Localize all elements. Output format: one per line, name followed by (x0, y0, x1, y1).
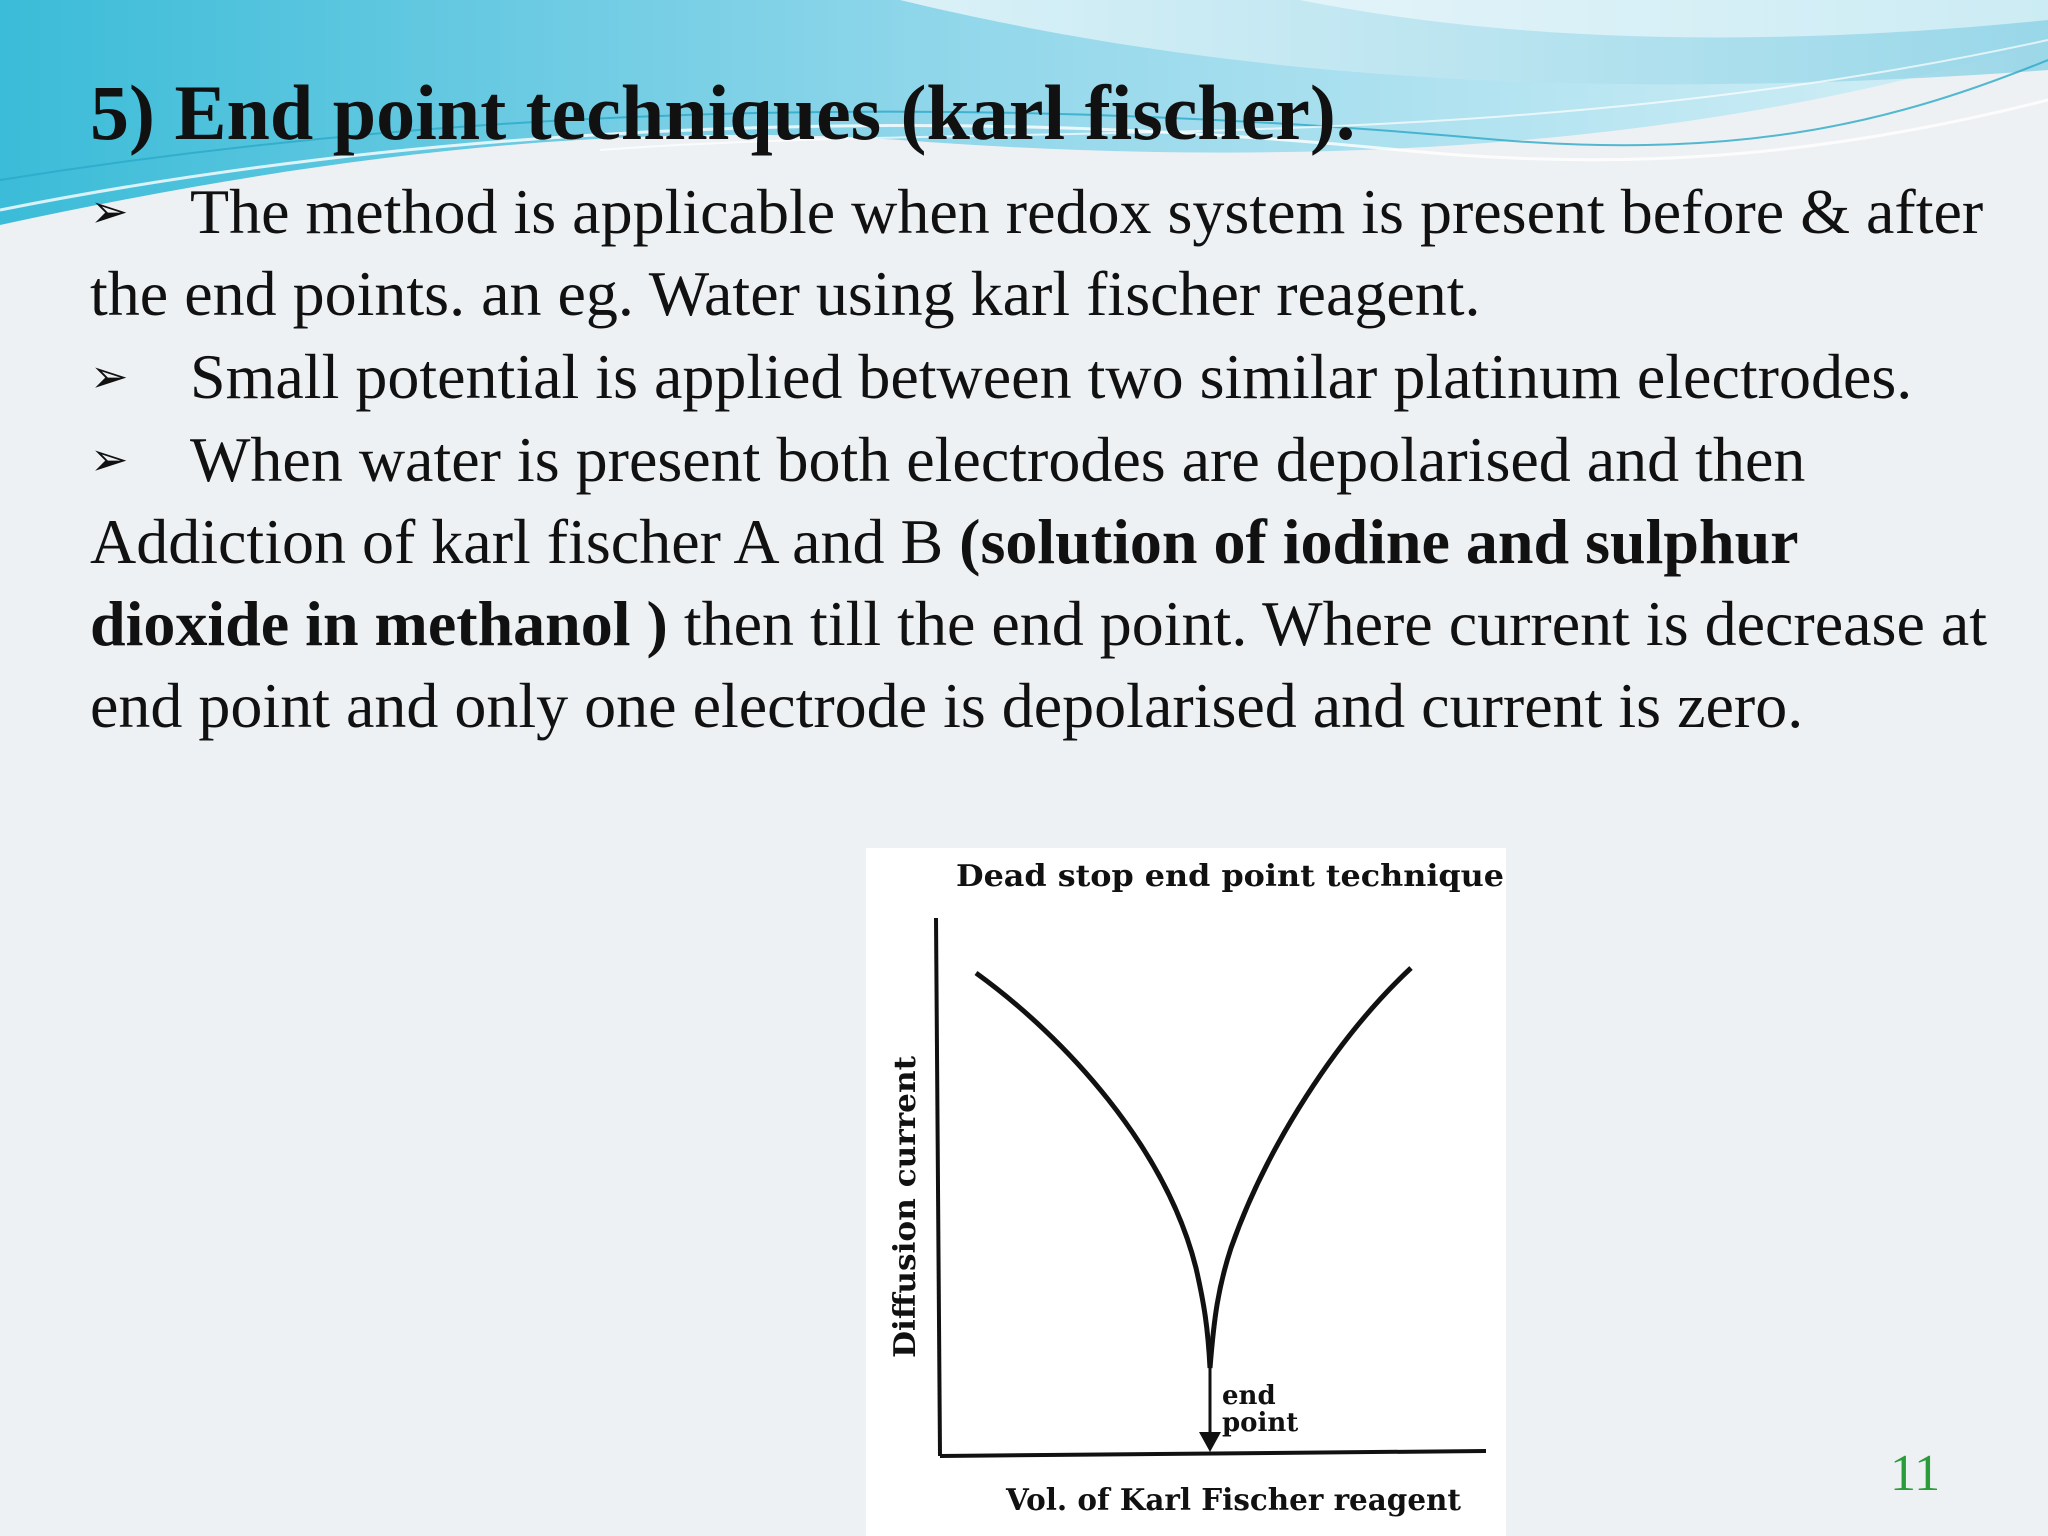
bullet-paragraph-2 (90, 335, 1990, 418)
bullet-paragraph-1 (90, 170, 1990, 335)
curve-right-ascending (1210, 968, 1411, 1368)
arrow-bullet-icon: ➢ (90, 432, 129, 486)
figure-title: Dead stop end point technique (956, 859, 1504, 894)
page-number: 11 (1890, 1445, 1941, 1502)
slide-title: 5) End point techniques (karl fischer). (90, 69, 1356, 156)
end-point-label-line2: point (1222, 1408, 1299, 1438)
paragraph-3-text-c: then till the end point. Where current is decrease at end point and only one electrode is depolarised and current is zero. (90, 588, 1988, 741)
arrow-bullet-icon: ➢ (90, 184, 129, 238)
end-point-label-line1: end (1222, 1381, 1276, 1411)
x-axis-line (940, 1451, 1486, 1456)
y-axis-line (936, 918, 940, 1456)
dead-stop-graph (866, 848, 1506, 1536)
paragraph-3-text-a: When water is present both electrodes are depolarised and then Addiction of karl fischer A and B (90, 424, 1806, 577)
slide-body (90, 170, 1990, 747)
arrow-bullet-icon: ➢ (90, 349, 129, 403)
paragraph-1-text: The method is applicable when redox system is present before & after the end points. an eg. Water using karl fischer reagent. (90, 176, 1984, 329)
curve-left-descending (976, 973, 1210, 1368)
bullet-paragraph-3 (90, 418, 1990, 747)
y-axis-label: Diffusion current (888, 1067, 923, 1358)
paragraph-3-bold-text: (solution of iodine and sulphur dioxide in methanol ) (90, 506, 1798, 659)
end-point-arrowhead-icon (1199, 1432, 1221, 1452)
dead-stop-figure (866, 848, 1506, 1536)
paragraph-2-text: Small potential is applied between two similar platinum electrodes. (190, 341, 1913, 412)
x-axis-label: Vol. of Karl Fischer reagent (1005, 1483, 1462, 1518)
